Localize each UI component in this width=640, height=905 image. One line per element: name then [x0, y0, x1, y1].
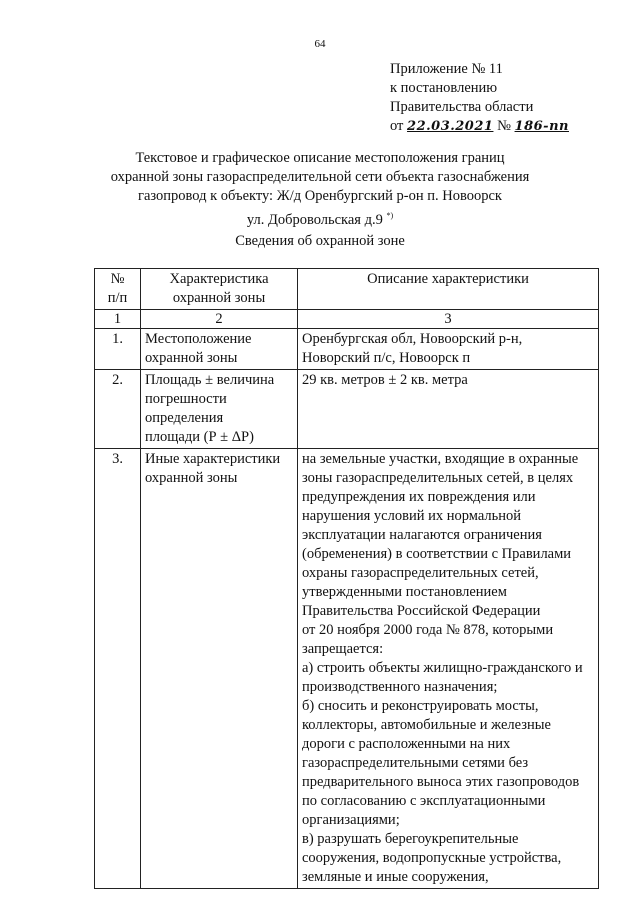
column-number-2: 2 — [141, 310, 298, 329]
description-line: запрещается: — [302, 641, 384, 657]
header-characteristic — [141, 269, 298, 310]
characteristic-line: охранной зоны — [145, 350, 238, 366]
header-description: Описание характеристики — [298, 269, 599, 310]
appendix-ot: от — [390, 118, 404, 134]
appendix-line-2: к постановлению — [390, 80, 498, 96]
table-row — [95, 449, 599, 889]
title-line-2: охранной зоны газораспределительной сети объекта газоснабжения — [110, 169, 530, 185]
description-line: предварительного выноса этих газопроводов — [302, 774, 580, 790]
description-line: 29 кв. метров ± 2 кв. метра — [302, 372, 468, 388]
header-characteristic-line-2: охранной зоны — [172, 290, 266, 306]
handwritten-date: 22.03.2021 — [407, 119, 494, 134]
row-characteristic — [141, 449, 298, 889]
appendix-no: № — [497, 118, 511, 134]
description-line: Новорский п/с, Новоорск п — [302, 350, 471, 366]
title-line-4 — [60, 206, 580, 230]
header-number-line-2: п/п — [107, 290, 128, 306]
description-line: газораспределительными сетями без — [302, 755, 529, 771]
characteristic-line: площади (Р ± ΔР) — [145, 429, 254, 445]
characteristic-line: определения — [145, 410, 224, 426]
description-line: коллекторы, автомобильные и железные — [302, 717, 551, 733]
description-line: сооружения, водопропускные устройства, — [302, 850, 562, 866]
row-number: 1. — [95, 329, 141, 370]
title-line-3: газопровод к объекту: Ж/д Оренбургский р-он п. Новоорск — [138, 188, 502, 204]
section-subtitle: Сведения об охранной зоне — [235, 233, 405, 249]
description-line: земляные и иные сооружения, — [302, 869, 489, 885]
description-line: утвержденными постановлением — [302, 584, 507, 600]
header-number — [95, 269, 141, 310]
characteristic-line: Иные характеристики — [145, 451, 281, 467]
row-description — [298, 370, 599, 449]
description-line: по согласованию с эксплуатационными — [302, 793, 546, 809]
characteristic-line: Местоположение — [145, 331, 252, 347]
description-line: зоны газораспределительных сетей, в целях — [302, 470, 574, 486]
header-number-line-1: № — [110, 271, 125, 287]
row-description — [298, 449, 599, 889]
row-number: 3. — [95, 449, 141, 889]
row-number: 2. — [95, 370, 141, 449]
document-title — [60, 149, 580, 230]
title-address: ул. Добровольская д.9 — [246, 211, 383, 228]
description-line: производственного назначения; — [302, 679, 498, 695]
row-characteristic — [141, 370, 298, 449]
characteristic-line: Площадь ± величина — [145, 372, 275, 388]
characteristic-line: погрешности — [145, 391, 227, 407]
title-line-1: Текстовое и графическое описание местоположения границ — [135, 150, 505, 166]
description-line: б) сносить и реконструировать мосты, — [302, 698, 539, 714]
description-line: Правительства Российской Федерации — [302, 603, 541, 619]
appendix-line-1: Приложение № 11 — [390, 61, 503, 77]
description-line: от 20 ноября 2000 года № 878, которыми — [302, 622, 554, 638]
header-row — [95, 269, 599, 310]
description-line: нарушения условий их нормальной — [302, 508, 522, 524]
description-line: Оренбургская обл, Новоорский р-н, — [302, 331, 523, 347]
description-line: (обременения) в соответствии с Правилами — [302, 546, 572, 562]
column-number-row — [95, 310, 599, 329]
description-line: охраны газораспределительных сетей, — [302, 565, 539, 581]
description-line: а) строить объекты жилищно-гражданского и — [302, 660, 583, 676]
column-number-3: 3 — [298, 310, 599, 329]
handwritten-number: 186-пп — [514, 119, 569, 134]
page-number: 64 — [314, 38, 326, 50]
protection-zone-table — [94, 268, 599, 889]
description-line: организациями; — [302, 812, 400, 828]
appendix-block — [390, 60, 569, 136]
description-line: в) разрушать берегоукрепительные — [302, 831, 519, 847]
column-number-1: 1 — [95, 310, 141, 329]
appendix-line-3: Правительства области — [390, 99, 534, 115]
characteristic-line: охранной зоны — [145, 470, 238, 486]
table-row — [95, 329, 599, 370]
row-description — [298, 329, 599, 370]
footnote-mark: *) — [386, 211, 394, 220]
description-line: дороги с расположенными на них — [302, 736, 511, 752]
appendix-line-4 — [390, 117, 569, 136]
table-row — [95, 370, 599, 449]
description-line: на земельные участки, входящие в охранные — [302, 451, 579, 467]
description-line: эксплуатации налагаются ограничения — [302, 527, 542, 543]
header-characteristic-line-1: Характеристика — [169, 271, 269, 287]
row-characteristic — [141, 329, 298, 370]
description-line: предупреждения их повреждения или — [302, 489, 536, 505]
